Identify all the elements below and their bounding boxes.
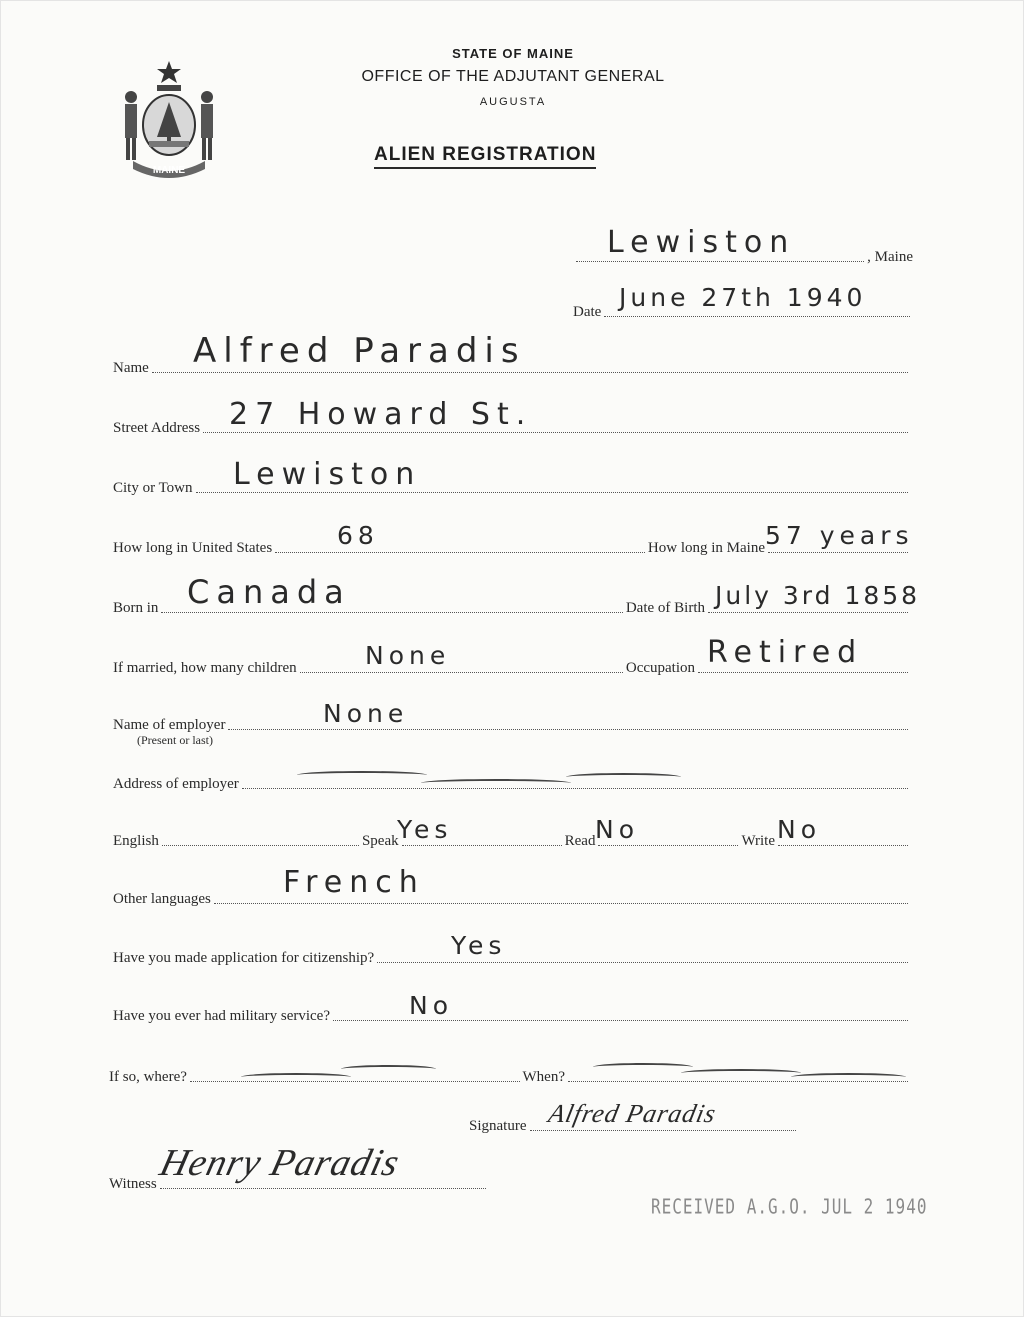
children-label: If married, how many children <box>113 660 297 676</box>
citizenship-value: Yes <box>451 931 507 960</box>
employer-value: None <box>323 699 409 728</box>
employer-address-label: Address of employer <box>113 776 239 792</box>
how-long-maine-label: How long in Maine <box>647 540 765 556</box>
witness-label: Witness <box>109 1176 157 1192</box>
military-value: No <box>409 991 453 1020</box>
city-heading: AUGUSTA <box>479 96 547 108</box>
how-long-us-label: How long in United States <box>113 540 273 556</box>
citizenship-label: Have you made application for citizenship? <box>113 950 375 966</box>
office-heading: OFFICE OF THE ADJUTANT GENERAL <box>361 68 665 85</box>
how-long-maine-value: 57 years <box>765 521 914 550</box>
dash-mark <box>421 779 571 787</box>
street-label: Street Address <box>113 420 201 436</box>
date-label: Date <box>573 304 602 320</box>
military-row <box>113 1008 911 1025</box>
dash-mark <box>566 773 681 781</box>
languages-row <box>113 891 911 908</box>
write-value: No <box>777 815 821 844</box>
employer-row <box>113 717 911 734</box>
dash-mark <box>297 771 427 779</box>
other-languages-value: French <box>283 865 425 900</box>
witness-signature-value: Henry Paradis <box>155 1142 405 1184</box>
form-title: ALIEN REGISTRATION <box>374 144 596 169</box>
when-label: When? <box>522 1069 565 1085</box>
read-value: No <box>595 815 639 844</box>
employer-sub-label: (Present or last) <box>137 733 213 747</box>
english-label: English <box>113 833 159 849</box>
svg-text:MAINE: MAINE <box>152 165 186 176</box>
how-long-us-value: 68 <box>337 521 379 550</box>
street-value: 27 Howard St. <box>229 397 533 432</box>
signature-label: Signature <box>469 1118 527 1134</box>
dash-mark <box>681 1069 801 1077</box>
occupation-value: Retired <box>707 635 864 670</box>
state-heading: STATE OF MAINE <box>452 46 574 61</box>
military-label: Have you ever had military service? <box>113 1008 330 1024</box>
speak-value: Yes <box>397 815 453 844</box>
occupation-label: Occupation <box>625 660 695 676</box>
dash-mark <box>341 1065 436 1073</box>
born-in-value: Canada <box>187 573 351 611</box>
write-label: Write <box>741 833 775 849</box>
born-in-label: Born in <box>113 600 159 616</box>
name-label: Name <box>113 360 149 376</box>
dash-mark <box>241 1073 351 1081</box>
dash-mark <box>593 1063 693 1071</box>
maine-label: , Maine <box>867 249 913 265</box>
date-of-birth-value: July 3rd 1858 <box>715 581 921 610</box>
read-label: Read <box>564 833 596 849</box>
if-so-where-label: If so, where? <box>109 1069 187 1085</box>
citizenship-row <box>113 950 911 967</box>
employer-label: Name of employer <box>113 717 226 733</box>
received-stamp: RECEIVED A.G.O. JUL 2 1940 <box>651 1194 928 1219</box>
name-value: Alfred Paradis <box>193 331 526 371</box>
town-value: Lewiston <box>607 225 796 260</box>
children-value: None <box>365 641 451 670</box>
dash-mark <box>791 1073 906 1081</box>
signature-value: Alfred Paradis <box>546 1099 720 1128</box>
city-label: City or Town <box>113 480 193 496</box>
city-value: Lewiston <box>233 457 422 492</box>
date-of-birth-label: Date of Birth <box>625 600 705 616</box>
speak-label: Speak <box>361 833 399 849</box>
other-languages-label: Other languages <box>113 891 211 907</box>
date-value: June 27th 1940 <box>619 283 867 312</box>
